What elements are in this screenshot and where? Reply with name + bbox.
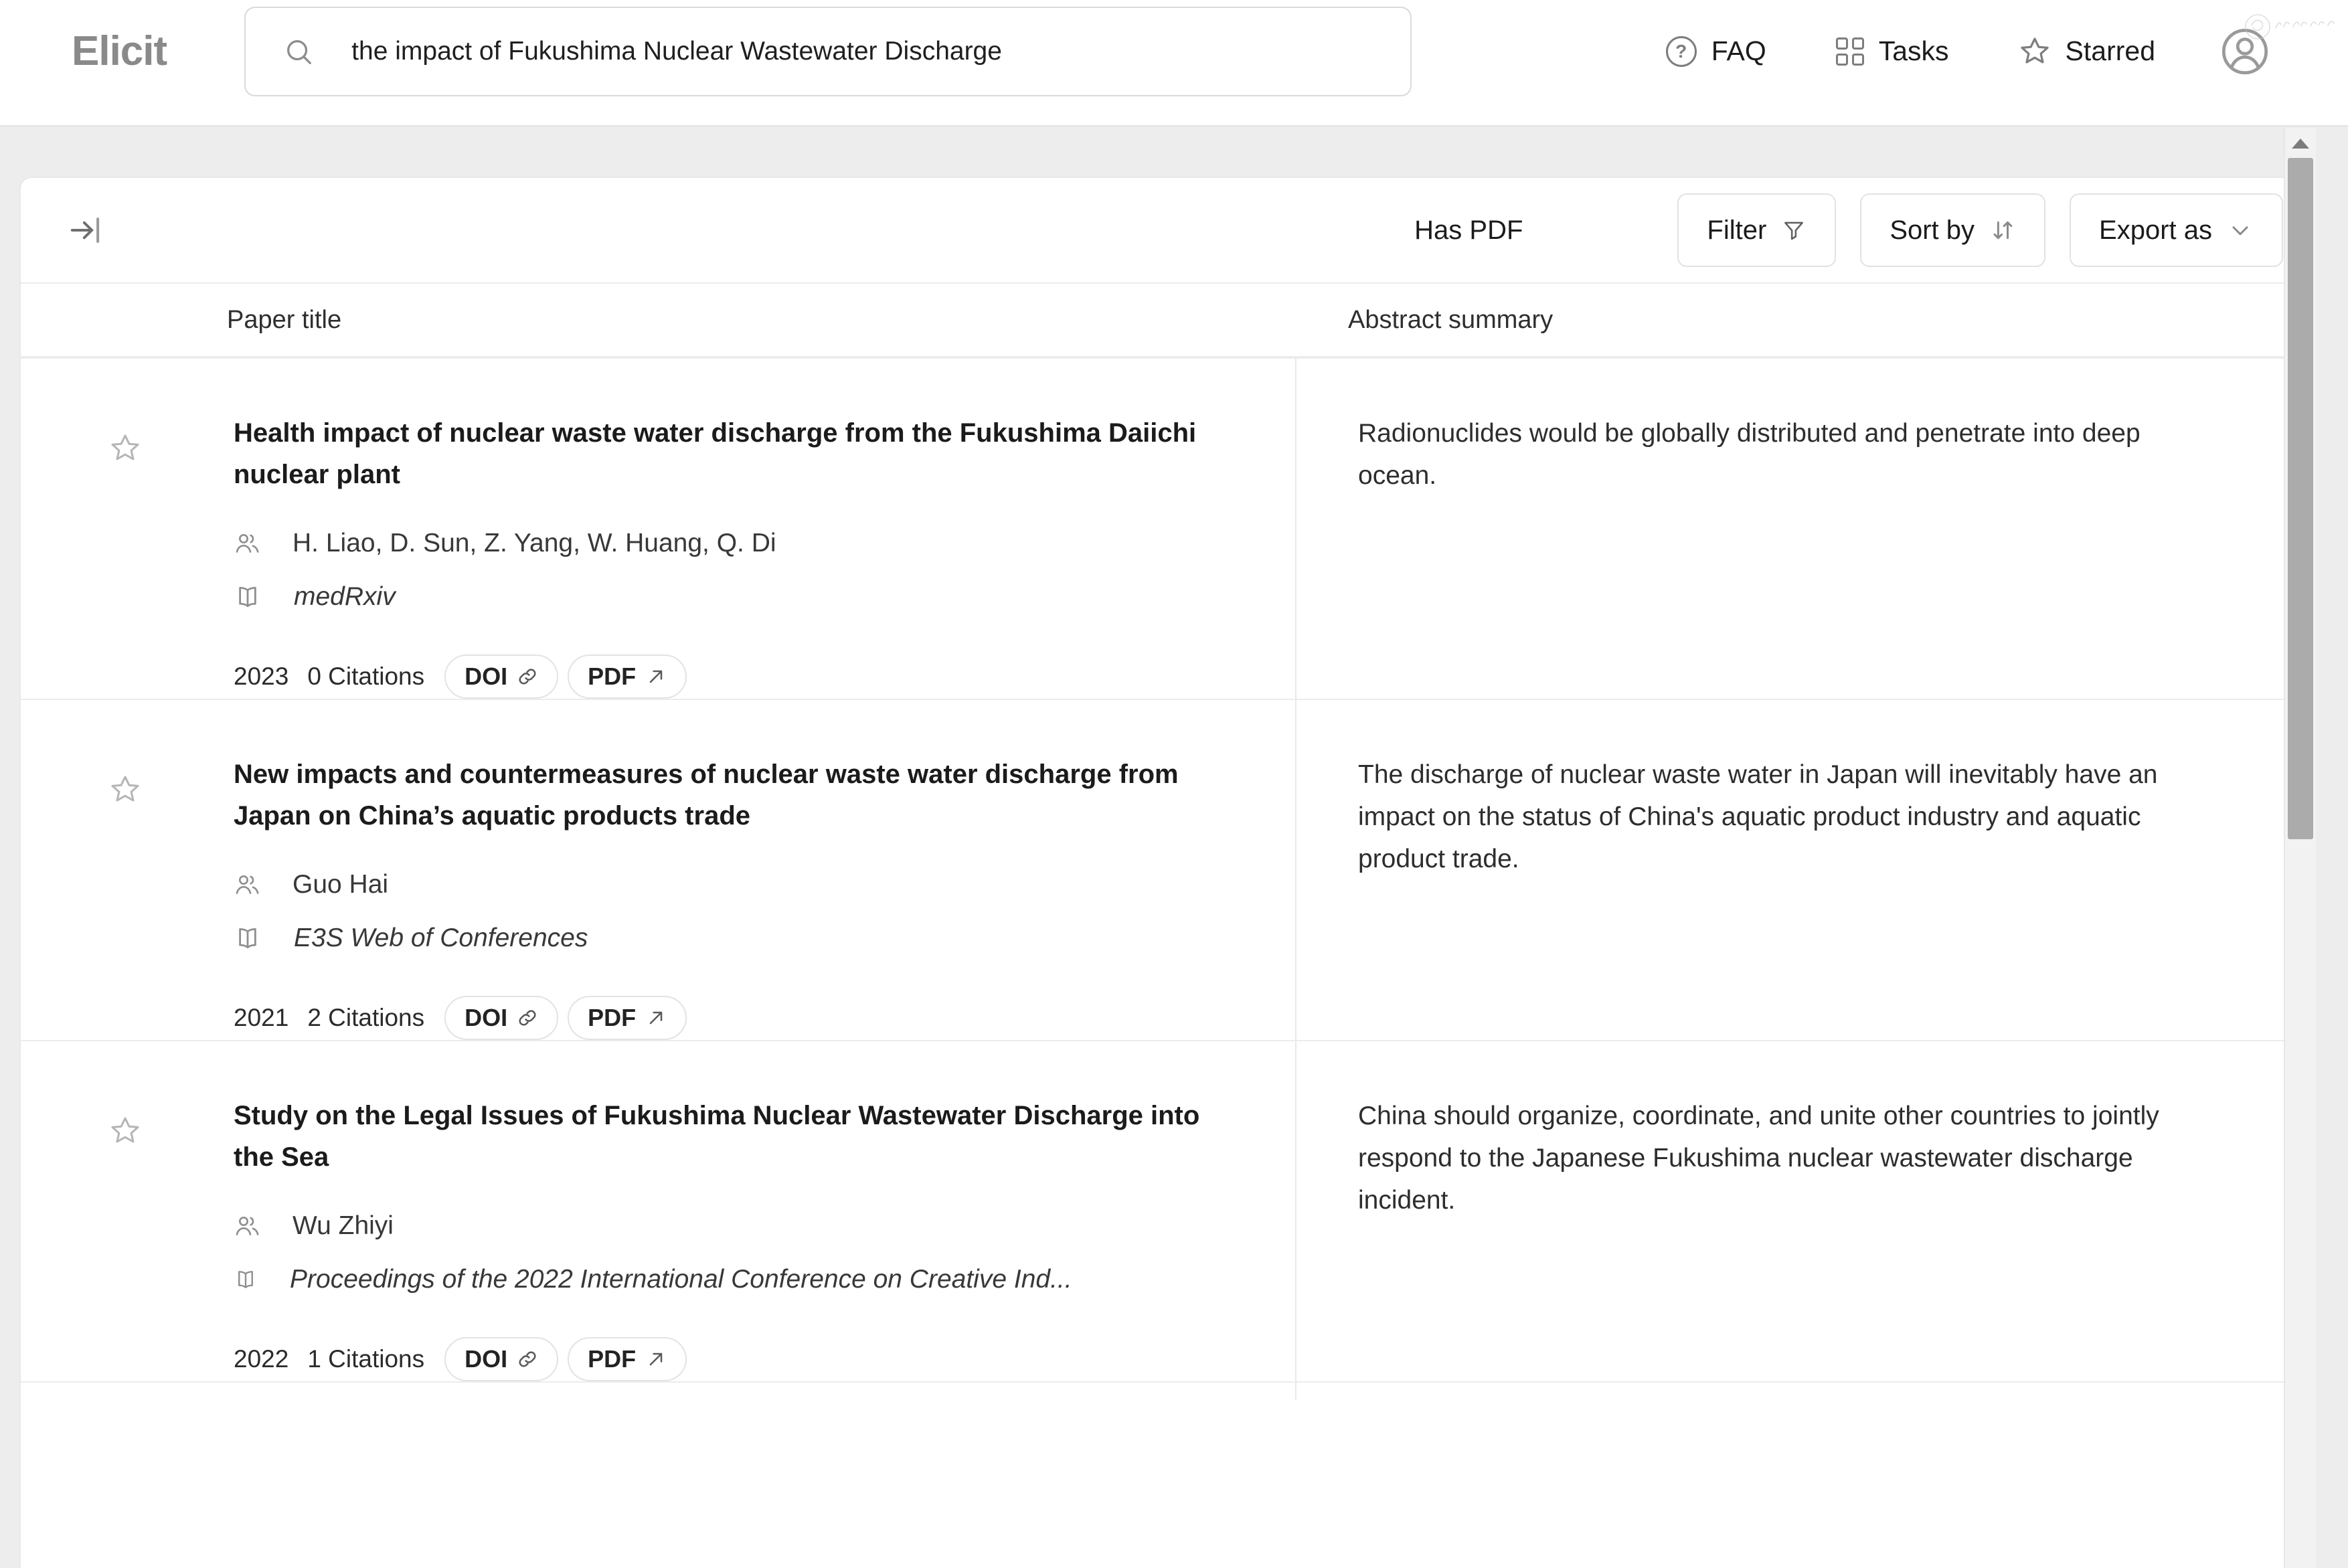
tasks-grid-icon (1836, 37, 1864, 66)
paper-authors: Guo Hai (292, 870, 389, 899)
authors-icon (234, 530, 260, 557)
doi-button[interactable] (444, 655, 558, 699)
paper-title-link[interactable]: New impacts and countermeasures of nuclear waste water discharge from Japan on China’s aquatic products trade (234, 760, 1179, 831)
elicit-logo[interactable]: Elicit (72, 28, 167, 74)
paper-year: 2021 (234, 1004, 289, 1031)
link-icon (517, 1007, 538, 1029)
pdf-label: PDF (588, 663, 637, 690)
tasks-label: Tasks (1878, 35, 1949, 66)
journal-book-icon (234, 924, 262, 952)
paper-journal: medRxiv (294, 582, 396, 611)
pdf-label: PDF (588, 1345, 637, 1373)
star-outline-icon (109, 1115, 141, 1147)
pdf-button[interactable] (568, 1337, 687, 1381)
abstract-cell (1295, 700, 2315, 1040)
external-link-icon (645, 1007, 667, 1029)
export-as-label: Export as (2099, 215, 2212, 245)
paper-row (21, 1040, 2315, 1381)
search-icon (283, 36, 314, 67)
table-header-row (21, 282, 2315, 357)
abstract-summary-text: The discharge of nuclear waste water in Japan will inevitably have an impact on the status of China's aquatic product industry and aquatic product trade. (1358, 760, 2158, 873)
has-pdf-filter[interactable]: Has PDF (1414, 215, 1523, 245)
paper-cell (21, 359, 1295, 699)
paper-year: 2022 (234, 1345, 289, 1373)
doi-label: DOI (465, 1345, 508, 1373)
topbar-nav (1596, 26, 2270, 77)
filter-label: Filter (1707, 215, 1767, 245)
sort-by-label: Sort by (1890, 215, 1975, 245)
star-paper-button[interactable] (109, 774, 141, 806)
scrollbar-thumb[interactable] (2288, 158, 2313, 839)
abstract-cell (1295, 359, 2315, 699)
authors-icon (234, 1213, 260, 1239)
column-header-abstract-summary: Abstract summary (1348, 305, 1554, 334)
filter-button[interactable] (1677, 193, 1836, 267)
star-outline-icon (109, 774, 141, 806)
column-header-paper-title: Paper title (227, 305, 342, 334)
star-outline-icon (109, 432, 141, 464)
paper-journal: E3S Web of Conferences (294, 924, 588, 952)
journal-book-icon (234, 583, 262, 611)
external-link-icon (645, 1348, 667, 1370)
abstract-cell (1295, 1041, 2315, 1381)
pdf-button[interactable] (568, 996, 687, 1040)
next-row-peek (21, 1381, 2315, 1399)
paper-citations: 2 Citations (307, 1004, 425, 1031)
external-link-icon (645, 666, 667, 687)
abstract-summary-text: Radionuclides would be globally distributed and penetrate into deep ocean. (1358, 419, 2141, 490)
doi-button[interactable] (444, 1337, 558, 1381)
account-avatar-button[interactable] (2219, 26, 2270, 77)
export-as-button[interactable] (2070, 193, 2283, 267)
paper-authors: Wu Zhiyi (292, 1211, 394, 1240)
top-navigation-bar (0, 0, 2348, 126)
paper-year: 2023 (234, 663, 289, 690)
main-content (0, 128, 2348, 1568)
faq-button[interactable] (1666, 35, 1766, 67)
sort-arrows-icon (1989, 217, 2016, 244)
chevron-down-icon (2227, 217, 2254, 244)
results-panel (19, 177, 2316, 1568)
tasks-button[interactable] (1836, 35, 1949, 67)
paper-citations: 1 Citations (307, 1345, 425, 1373)
search-input[interactable] (351, 37, 1383, 66)
star-paper-button[interactable] (109, 1115, 141, 1147)
user-avatar-icon (2219, 26, 2270, 77)
paper-row (21, 357, 2315, 699)
starred-button[interactable] (2019, 35, 2155, 68)
paper-cell (21, 700, 1295, 1040)
results-toolbar (21, 178, 2315, 282)
starred-label: Starred (2065, 35, 2155, 66)
help-icon: ? (1666, 36, 1697, 67)
paper-authors: H. Liao, D. Sun, Z. Yang, W. Huang, Q. Di (292, 529, 776, 557)
collapse-sidebar-button[interactable] (67, 211, 103, 250)
funnel-icon (1781, 217, 1807, 243)
paper-cell (21, 1041, 1295, 1381)
search-bar[interactable] (244, 7, 1412, 96)
paper-title-link[interactable]: Study on the Legal Issues of Fukushima Nuclear Wastewater Discharge into the Sea (234, 1101, 1200, 1172)
vertical-scrollbar[interactable] (2284, 128, 2316, 1568)
link-icon (517, 666, 538, 687)
abstract-summary-text: China should organize, coordinate, and unite other countries to jointly respond to the Japanese Fukushima nuclear wastewater discharge incident. (1358, 1102, 2159, 1215)
paper-citations: 0 Citations (307, 663, 425, 690)
scroll-up-arrow-icon[interactable] (2292, 139, 2309, 149)
doi-label: DOI (465, 663, 508, 690)
paper-row (21, 699, 2315, 1040)
sort-by-button[interactable] (1860, 193, 2045, 267)
authors-icon (234, 871, 260, 898)
pdf-button[interactable] (568, 655, 687, 699)
pdf-label: PDF (588, 1004, 637, 1031)
star-paper-button[interactable] (109, 432, 141, 464)
paper-journal: Proceedings of the 2022 International Conference on Creative Ind... (290, 1265, 1072, 1294)
journal-book-icon (234, 1268, 258, 1292)
doi-button[interactable] (444, 996, 558, 1040)
arrow-to-bar-icon (67, 211, 103, 250)
doi-label: DOI (465, 1004, 508, 1031)
faq-label: FAQ (1711, 35, 1766, 66)
link-icon (517, 1348, 538, 1370)
paper-title-link[interactable]: Health impact of nuclear waste water discharge from the Fukushima Daiichi nuclear plant (234, 418, 1197, 489)
star-icon (2019, 35, 2051, 68)
